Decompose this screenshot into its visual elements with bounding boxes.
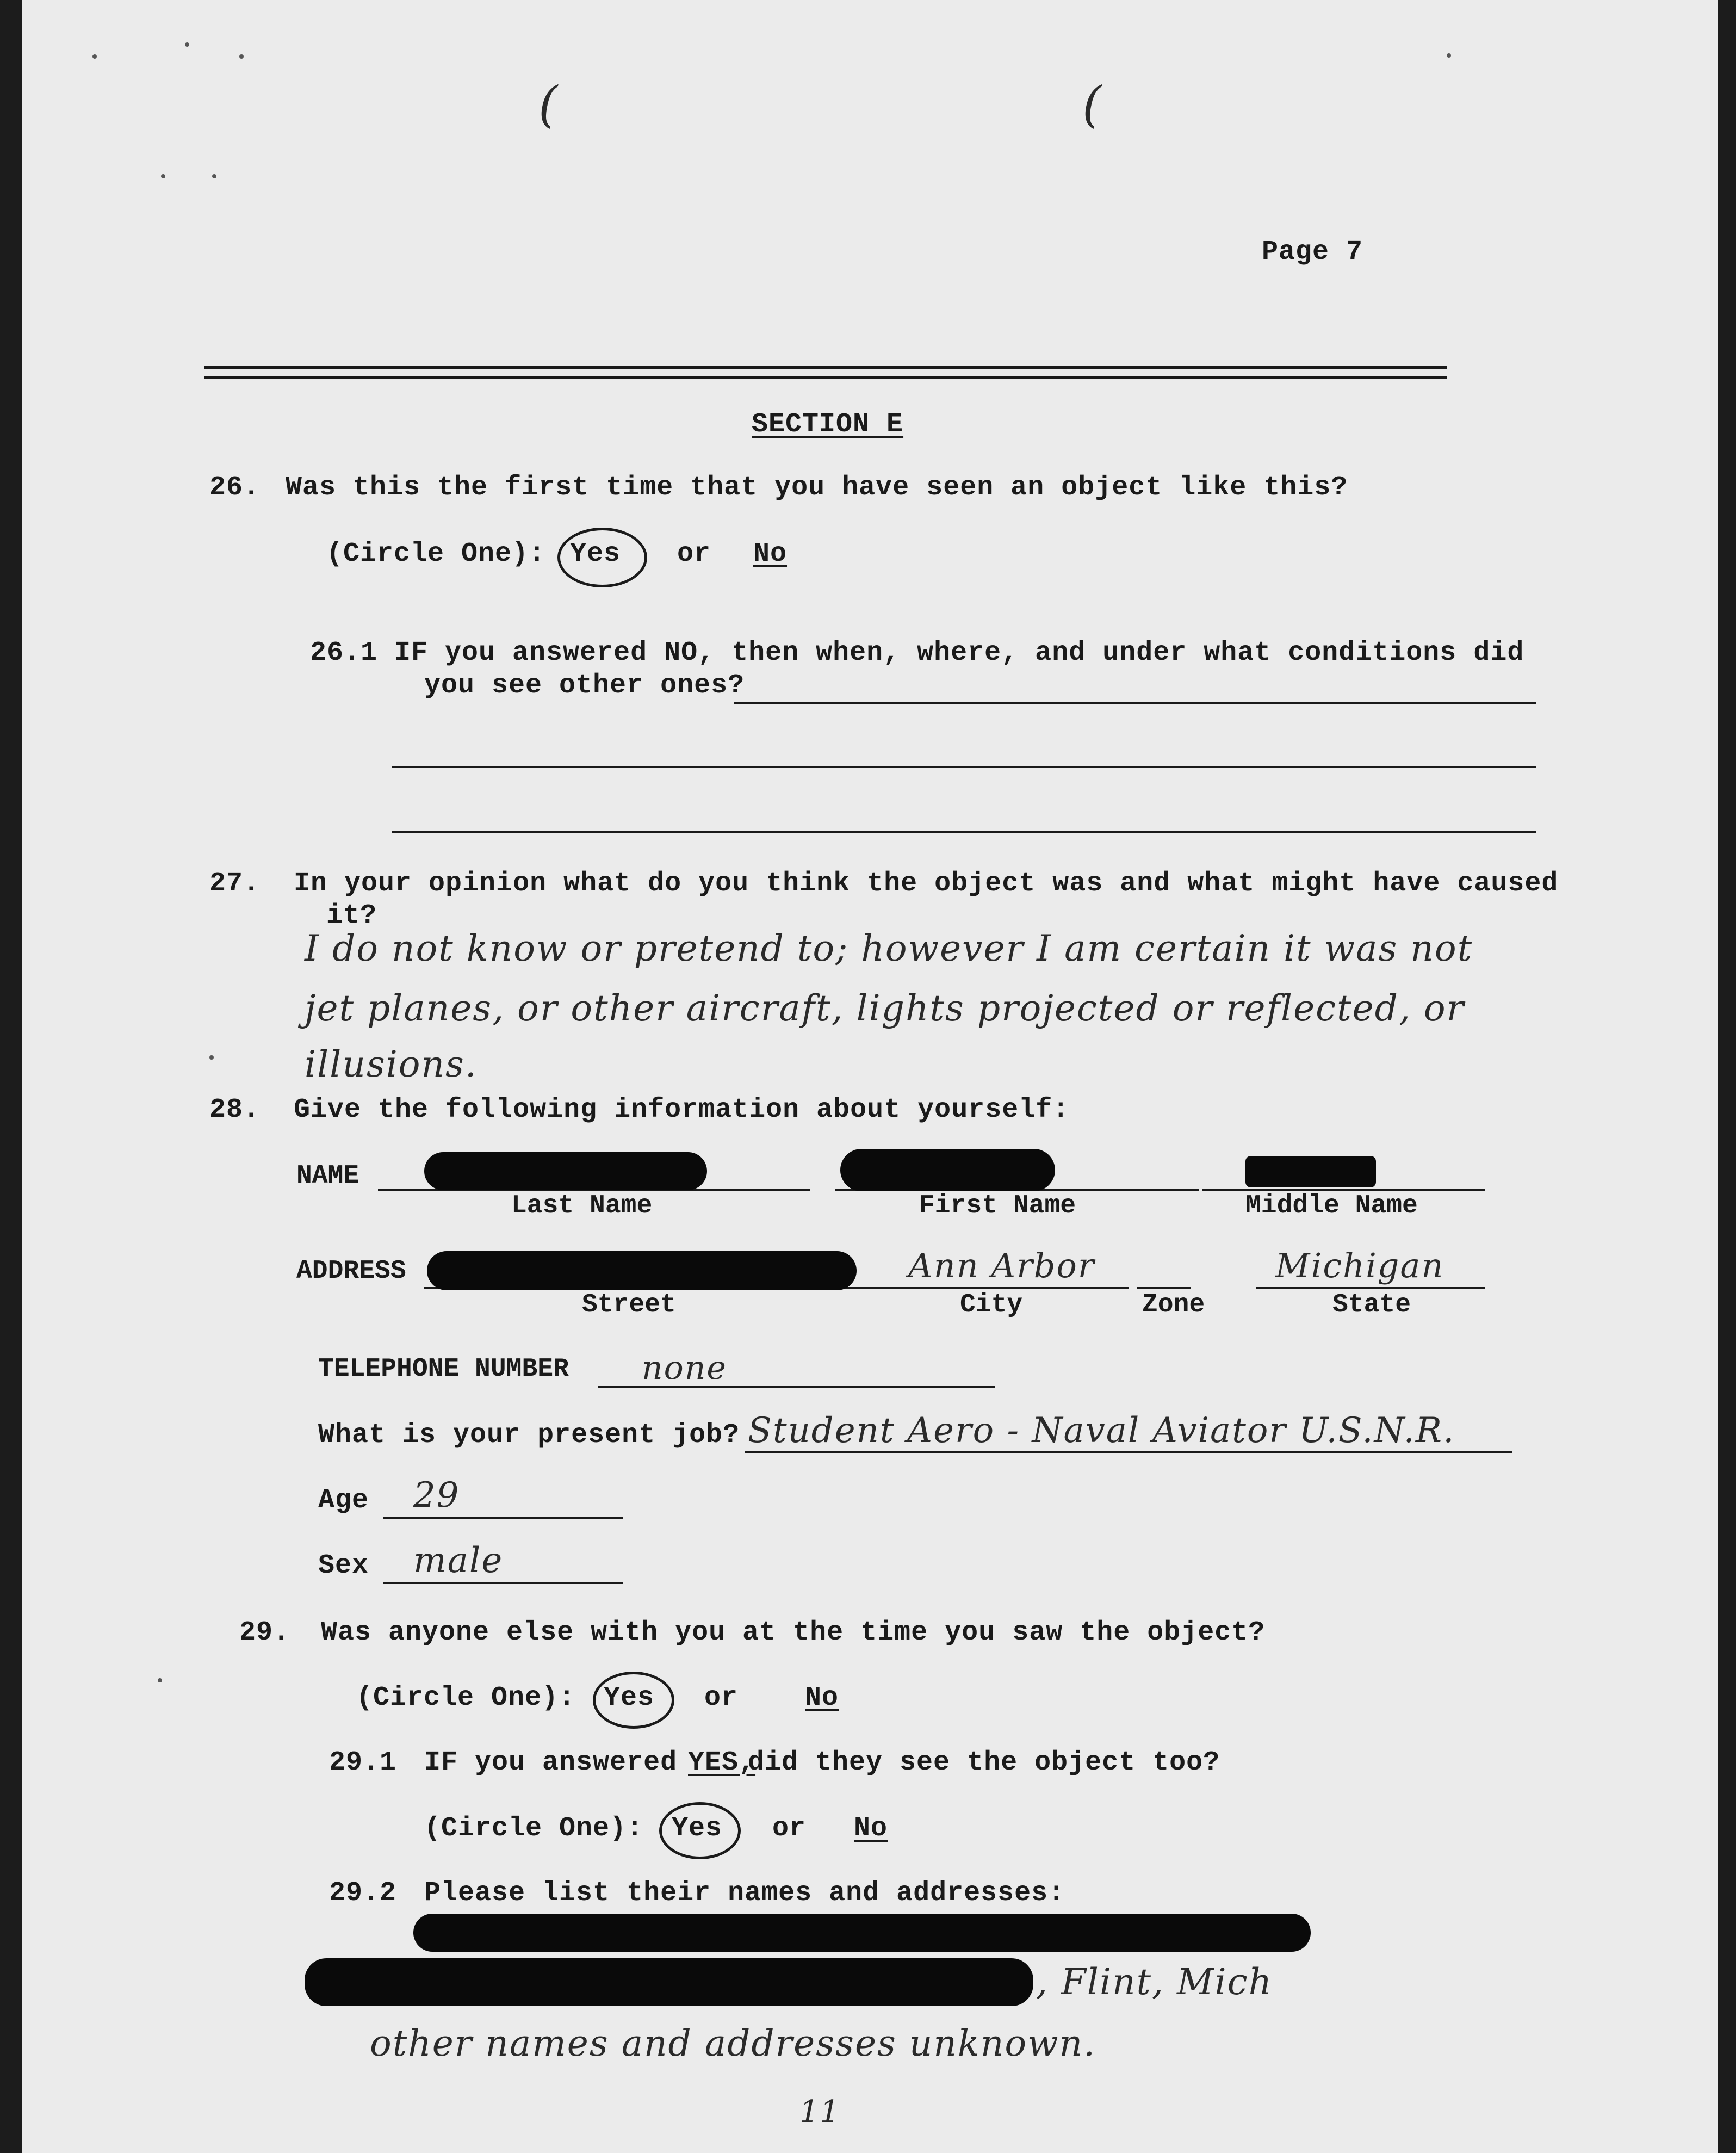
page-number: Page 7: [1262, 237, 1363, 268]
scan-speck: [92, 54, 97, 59]
circle-one-label: (Circle One):: [424, 1813, 644, 1844]
answer-yes[interactable]: Yes: [604, 1682, 655, 1713]
redaction-bar: [424, 1152, 707, 1190]
redaction-bar: [840, 1149, 1055, 1191]
scan-speck: [209, 1055, 214, 1060]
address-label: ADDRESS: [296, 1257, 406, 1286]
answer-line: [734, 702, 1536, 704]
handwritten-answer: , Flint, Mich: [1036, 1961, 1273, 2003]
scan-speck: [185, 42, 189, 47]
answer-no[interactable]: No: [854, 1813, 888, 1844]
circle-one-label: (Circle One):: [326, 539, 546, 570]
street-caption: Street: [582, 1290, 676, 1320]
field-line: [383, 1582, 623, 1584]
question-text-part: IF you answered: [424, 1747, 678, 1778]
question-text: In your opinion what do you think the object was and what might have caused: [294, 868, 1559, 899]
field-line: [1256, 1287, 1485, 1289]
question-number: 27.: [209, 868, 261, 899]
footer-mark: 11: [799, 2094, 841, 2130]
question-number: 26.: [209, 472, 261, 503]
handwritten-city: Ann Arbor: [908, 1246, 1095, 1285]
question-number: 29.1: [329, 1747, 397, 1778]
question-text: it?: [326, 900, 377, 931]
question-text: you see other ones?: [424, 670, 745, 701]
question-text: Was this the first time that you have seen an object like this?: [286, 472, 1348, 503]
answer-circle: [593, 1672, 674, 1729]
document-page: [22, 0, 1718, 2153]
header-rule: [204, 376, 1447, 379]
middle-name-caption: Middle Name: [1245, 1191, 1418, 1221]
question-number: 29.2: [329, 1878, 397, 1909]
or-label: or: [677, 539, 711, 570]
question-number: 26.1: [310, 638, 378, 669]
answer-no[interactable]: No: [753, 539, 788, 570]
zone-caption: Zone: [1142, 1290, 1205, 1320]
scan-speck: [158, 1678, 162, 1682]
last-name-caption: Last Name: [511, 1191, 653, 1221]
handwritten-state: Michigan: [1275, 1246, 1444, 1285]
redaction-bar: [427, 1251, 857, 1290]
question-number: 28.: [209, 1094, 261, 1125]
telephone-label: TELEPHONE NUMBER: [318, 1354, 569, 1384]
answer-line: [392, 766, 1536, 768]
redaction-bar: [1245, 1156, 1376, 1187]
state-caption: State: [1332, 1290, 1411, 1320]
scan-speck: [239, 54, 244, 59]
question-text: Please list their names and addresses:: [424, 1878, 1065, 1909]
answer-circle: [557, 528, 647, 587]
answer-yes[interactable]: Yes: [672, 1813, 723, 1844]
scan-speck: [212, 174, 216, 178]
scan-speck: [161, 174, 165, 178]
handwritten-answer: I do not know or pretend to; however I am certain it was not: [305, 927, 1473, 969]
city-caption: City: [960, 1290, 1023, 1320]
handwritten-telephone: none: [642, 1349, 727, 1387]
answer-circle: [659, 1802, 741, 1859]
circle-one-label: (Circle One):: [356, 1682, 576, 1713]
or-label: or: [704, 1682, 739, 1713]
job-label: What is your present job?: [318, 1420, 740, 1451]
or-label: or: [772, 1813, 807, 1844]
redaction-bar: [305, 1958, 1033, 2006]
field-line: [745, 1451, 1512, 1453]
field-line: [1137, 1287, 1191, 1289]
handwritten-sex: male: [413, 1540, 504, 1581]
question-text: Was anyone else with you at the time you saw the object?: [321, 1617, 1266, 1648]
handwritten-age: 29: [413, 1475, 460, 1515]
age-label: Age: [318, 1485, 369, 1516]
handwritten-answer: illusions.: [305, 1043, 478, 1085]
first-name-caption: First Name: [919, 1191, 1076, 1221]
section-title: SECTION E: [752, 409, 904, 440]
scan-mark: (: [538, 76, 559, 133]
name-label: NAME: [296, 1161, 359, 1191]
answer-no[interactable]: No: [805, 1682, 839, 1713]
answer-line: [392, 831, 1536, 833]
question-text: Give the following information about yourself:: [294, 1094, 1070, 1125]
header-rule: [204, 366, 1447, 369]
scan-mark: (: [1082, 76, 1103, 133]
field-line: [383, 1517, 623, 1519]
handwritten-job: Student Aero - Naval Aviator U.S.N.R.: [748, 1410, 1455, 1451]
handwritten-answer: other names and addresses unknown.: [370, 2022, 1096, 2064]
question-number: 29.: [239, 1617, 290, 1648]
question-text-emphasis: YES,: [688, 1747, 756, 1778]
question-text: IF you answered NO, then when, where, and under what conditions did: [394, 638, 1524, 669]
scan-speck: [1447, 53, 1451, 58]
redaction-bar: [413, 1914, 1311, 1952]
answer-yes[interactable]: Yes: [570, 539, 621, 570]
handwritten-answer: jet planes, or other aircraft, lights projected or reflected, or: [305, 987, 1465, 1029]
question-text-part: did they see the object too?: [748, 1747, 1220, 1778]
sex-label: Sex: [318, 1550, 369, 1581]
